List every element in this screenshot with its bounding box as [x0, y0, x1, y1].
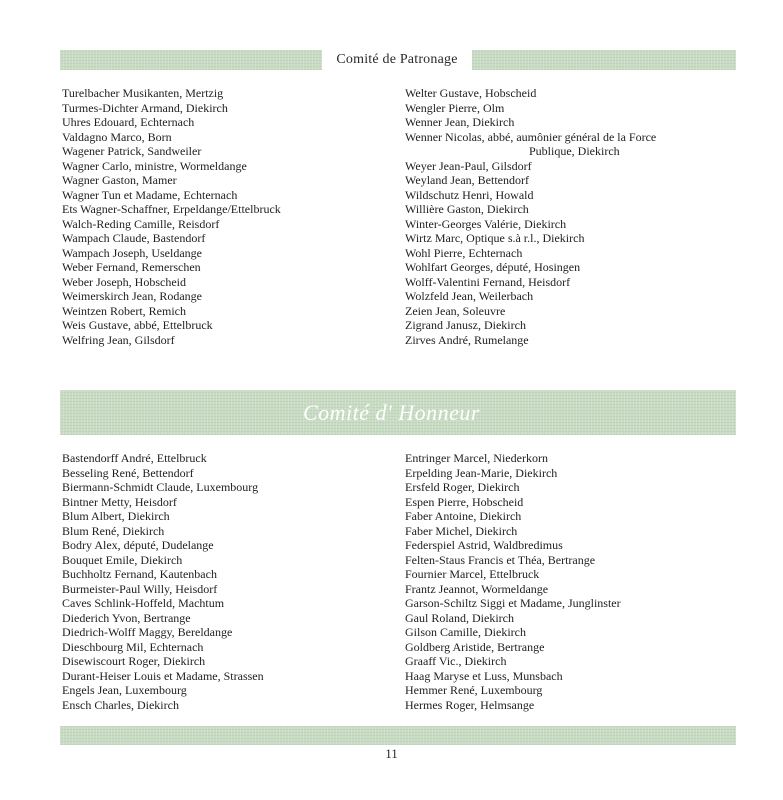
list-item: Frantz Jeannot, Wormeldange: [405, 581, 549, 596]
list-item: Valdagno Marco, Born: [62, 129, 172, 144]
list-item: Entringer Marcel, Niederkorn: [405, 451, 548, 465]
list-item: Espen Pierre, Hobscheid: [405, 494, 524, 509]
list-item: Turelbacher Musikanten, Mertzig: [62, 86, 224, 100]
list-item: Weyland Jean, Bettendorf: [405, 173, 529, 187]
list-item: Bintner Metty, Heisdorf: [62, 494, 177, 509]
patronage-right-column: [405, 86, 656, 347]
list-item: Biermann-Schmidt Claude, Luxembourg: [62, 480, 259, 494]
list-item: Wagner Tun et Madame, Echternach: [62, 187, 238, 202]
list-item: Besseling René, Bettendorf: [62, 465, 194, 480]
list-item: Blum Albert, Diekirch: [62, 509, 170, 523]
list-item: Burmeister-Paul Willy, Heisdorf: [62, 581, 218, 596]
list-item: Weyer Jean-Paul, Gilsdorf: [405, 158, 532, 173]
list-item: Ets Wagner-Schaffner, Erpeldange/Ettelbruck: [62, 202, 281, 216]
patronage-title-box: [322, 46, 472, 74]
list-item: Federspiel Astrid, Waldbredimus: [405, 538, 563, 552]
list-item: Goldberg Aristide, Bertrange: [405, 639, 545, 654]
list-item: Gilson Camille, Diekirch: [405, 625, 526, 639]
honneur-right-column: [405, 451, 621, 712]
list-item: Zirves André, Rumelange: [405, 332, 529, 347]
list-item: Weis Gustave, abbé, Ettelbruck: [62, 318, 213, 332]
list-item: Zeien Jean, Soleuvre: [405, 303, 506, 318]
list-item: Faber Michel, Diekirch: [405, 523, 518, 538]
list-item: Graaff Vic., Diekirch: [405, 654, 507, 668]
list-item: Weintzen Robert, Remich: [62, 303, 186, 318]
list-item: Diederich Yvon, Bertrange: [62, 610, 191, 625]
list-item: Uhres Edouard, Echternach: [62, 115, 195, 129]
list-item: Faber Antoine, Diekirch: [405, 509, 522, 523]
honneur-left-column: [62, 451, 264, 712]
list-item: Fournier Marcel, Ettelbruck: [405, 567, 540, 581]
list-item: Erpelding Jean-Marie, Diekirch: [405, 465, 558, 480]
list-item: Felten-Staus Francis et Théa, Bertrange: [405, 552, 596, 567]
list-item: Wolff-Valentini Fernand, Heisdorf: [405, 274, 571, 289]
list-item: Wampach Claude, Bastendorf: [62, 231, 206, 245]
list-item: Wagner Carlo, ministre, Wormeldange: [62, 158, 247, 173]
list-item: Zigrand Janusz, Diekirch: [405, 318, 526, 332]
list-item: Caves Schlink-Hoffeld, Machtum: [62, 596, 225, 610]
list-item: Durant-Heiser Louis et Madame, Strassen: [62, 668, 264, 683]
list-item: Wampach Joseph, Useldange: [62, 245, 202, 260]
list-item: Wolzfeld Jean, Weilerbach: [405, 289, 534, 303]
list-item: Buchholtz Fernand, Kautenbach: [62, 567, 217, 581]
list-item: Wohl Pierre, Echternach: [405, 245, 523, 260]
list-item: Wagener Patrick, Sandweiler: [62, 144, 202, 158]
list-item: Wengler Pierre, Olm: [405, 100, 505, 115]
list-item: Hemmer René, Luxembourg: [405, 683, 543, 697]
list-item: Welfring Jean, Gilsdorf: [62, 332, 175, 347]
list-item-continuation: Publique, Diekirch: [529, 144, 620, 158]
list-item: Wirtz Marc, Optique s.à r.l., Diekirch: [405, 231, 585, 245]
list-item: Wenner Nicolas, abbé, aumônier général de la Force: [405, 129, 657, 144]
list-item: Weber Joseph, Hobscheid: [62, 274, 187, 289]
list-item: Wenner Jean, Diekirch: [405, 115, 515, 129]
patronage-left-column: [62, 86, 281, 347]
honneur-title: Comité d' Honneur: [303, 400, 480, 425]
list-item: Dieschbourg Mil, Echternach: [62, 639, 204, 654]
list-item: Welter Gustave, Hobscheid: [405, 86, 537, 100]
page-number: 11: [385, 746, 398, 761]
list-item: Engels Jean, Luxembourg: [62, 683, 187, 697]
patronage-title: Comité de Patronage: [336, 52, 458, 67]
list-item: Ersfeld Roger, Diekirch: [405, 480, 520, 494]
list-item: Winter-Georges Valérie, Diekirch: [405, 216, 567, 231]
list-item: Weber Fernand, Remerschen: [62, 260, 201, 274]
list-item: Bastendorff André, Ettelbruck: [62, 451, 207, 465]
list-item: Willière Gaston, Diekirch: [405, 202, 529, 216]
list-item: Bodry Alex, député, Dudelange: [62, 538, 214, 552]
list-item: Garson-Schiltz Siggi et Madame, Junglinster: [405, 596, 621, 610]
list-item: Haag Maryse et Luss, Munsbach: [405, 668, 563, 683]
list-item: Disewiscourt Roger, Diekirch: [62, 654, 206, 668]
list-item: Hermes Roger, Helmsange: [405, 697, 535, 712]
list-item: Ensch Charles, Diekirch: [62, 697, 179, 712]
list-item: Wildschutz Henri, Howald: [405, 187, 534, 202]
list-item: Walch-Reding Camille, Reisdorf: [62, 216, 220, 231]
list-item: Weimerskirch Jean, Rodange: [62, 289, 202, 303]
list-item: Gaul Roland, Diekirch: [405, 610, 514, 625]
footer-band: [60, 726, 736, 745]
list-item: Blum René, Diekirch: [62, 523, 165, 538]
list-item: Turmes-Dichter Armand, Diekirch: [62, 100, 228, 115]
list-item: Diedrich-Wolff Maggy, Bereldange: [62, 625, 233, 639]
list-item: Wohlfart Georges, député, Hosingen: [405, 260, 581, 274]
list-item: Wagner Gaston, Mamer: [62, 173, 177, 187]
list-item: Bouquet Emile, Diekirch: [62, 552, 183, 567]
